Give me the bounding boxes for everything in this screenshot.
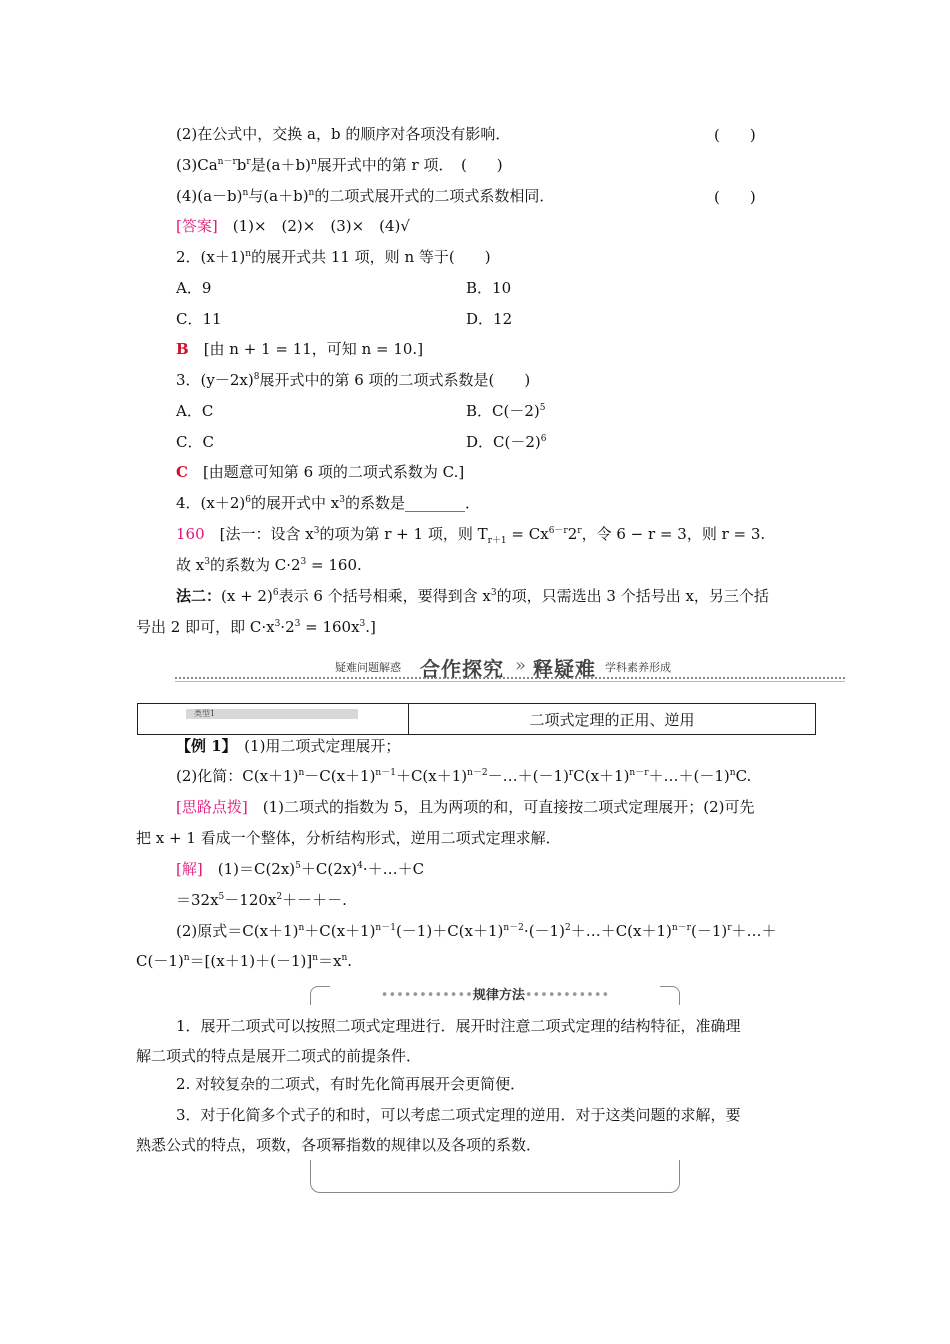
- type-tag-cell: [138, 704, 409, 734]
- problem-4-method-2-cont: 号出 2 即可，即 $C\cdot x^3\cdot 2^3 = 160x^3$.]: [136, 618, 376, 636]
- problem-2-option-c: C．11: [176, 310, 222, 328]
- type-title: 二项式定理的正用、逆用: [529, 711, 695, 729]
- banner-right-text: 学科素养形成: [605, 661, 671, 674]
- question-2: (2)在公式中，交换 a，b 的顺序对各项没有影响．: [176, 125, 511, 143]
- problem-2-options-ab: A．9: [176, 279, 212, 297]
- rule-1-line-1: 1．展开二项式可以按照二项式定理进行．展开时注意二项式定理的结构特征，准确理: [176, 1017, 741, 1035]
- problem-4-stem: 4．$(x+2)^6$的展开式中 $x^3$的系数是________．: [176, 494, 480, 512]
- problem-4-method-1: 160 [法一：设含 $x^3$的项为第 r + 1 项，则 $T_{r+1} = Cx^{6-r}2^r$，令 6 − r = 3，则 r = 3.: [176, 525, 766, 546]
- solution-label: [解]: [176, 860, 203, 878]
- rule-3-line-1: 3．对于化简多个式子的和时，可以考虑二项式定理的逆用．对于这类问题的求解，要: [176, 1106, 741, 1124]
- problem-3-option-b: B．$C(-2)^5$: [466, 402, 546, 420]
- hint-line-1: [思路点拨] (1)二项式的指数为 5，且为两项的和，可直接按二项式定理展开；(2)可先: [176, 798, 755, 816]
- problem-3-option-a: A．C: [176, 402, 214, 420]
- problem-4-method-1-result: 故 $x^3$的系数为 $C\cdot 2^3 = 160$.: [176, 556, 362, 574]
- problem-3-option-c: C．C: [176, 433, 214, 451]
- solution-line-1: [解] $(1)=C(2x)^5+C(2x)^4\cdot+\dots+C$: [176, 860, 425, 878]
- answer-label: [答案]: [176, 217, 218, 235]
- rule-3-line-2: 熟悉公式的特点，项数，各项幂指数的规律以及各项的系数．: [136, 1136, 542, 1154]
- answer-paren-2: ( ): [714, 126, 756, 144]
- solution-line-2: $=32x^5-120x^2+-+-$.: [176, 891, 347, 909]
- problem-3-option-d: D．$C(-2)^6$: [466, 433, 547, 451]
- answer-paren-4: ( ): [714, 188, 756, 206]
- example-1-line-2: (2)化简：$C(x+1)^n-C(x+1)^{n-1}+C(x+1)^{n-2}-\dots+(-1)^rC(x+1)^{n-r}+\dots+(-1)^nC$.: [176, 767, 752, 785]
- hint-line-2: 把 x + 1 看成一个整体，分析结构形式，逆用二项式定理求解．: [136, 829, 561, 847]
- rule-box-bottom-border: [310, 1160, 680, 1193]
- rule-2: 2. 对较复杂的二项式，有时先化简再展开会更简便．: [176, 1075, 526, 1093]
- banner-title-1: 合作探究: [420, 657, 504, 681]
- solution-line-3: (2)原式$=C(x+1)^n+C(x+1)^{n-1}(-1)+C(x+1)^{n-2}\cdot(-1)^2+\dots+C(x+1)^{n-r}(-1)^r+\dots+$: [176, 922, 777, 940]
- banner-separator-icon: »: [515, 655, 527, 676]
- problem-3-solution: C [由题意可知第 6 项的二项式系数为 C.]: [176, 463, 465, 481]
- solution-line-4: $C(-1)^n=[(x+1)+(-1)]^n=x^n$.: [136, 952, 353, 970]
- rule-box-title: ••••••••••••规律方法•••••••••••: [330, 984, 660, 1003]
- question-3: $(3)Ca^{n-r}b^r$是$(a+b)^n$展开式中的第 r 项． ( ): [176, 156, 503, 174]
- problem-3-stem: 3．$(y-2x)^8$展开式中的第 6 项的二项式系数是( ): [176, 371, 531, 389]
- example-1-line-1: 【例 1】 (1)用二项式定理展开；: [176, 737, 401, 755]
- hint-label: [思路点拨]: [176, 798, 248, 816]
- banner-title-2: 释疑难: [533, 657, 596, 681]
- answer-line: [答案] (1)× (2)× (3)× (4)√: [176, 217, 410, 235]
- banner-left-text: 疑难问题解惑: [335, 661, 401, 674]
- problem-2-solution: B [由 n + 1 = 11，可知 n = 10.]: [176, 340, 424, 358]
- problem-4-method-2: 法二：$(x + 2)^6$表示 6 个括号相乘，要得到含 $x^3$的项，只需选出 3 个括号出 x，另三个括: [176, 587, 769, 605]
- banner-rule: [175, 677, 845, 679]
- type-header-table: [137, 703, 816, 735]
- banner-rule-2: [175, 681, 845, 682]
- rule-1-line-2: 解二项式的特点是展开二项式的前提条件．: [136, 1047, 422, 1065]
- problem-2-stem: 2．$(x+1)^n$的展开式共 11 项，则 n 等于( ): [176, 248, 491, 266]
- section-banner: [175, 655, 845, 685]
- problem-2-option-d: D．12: [466, 310, 513, 328]
- problem-2-option-b: B．10: [466, 279, 512, 297]
- question-4: $(4)(a-b)^n$与$(a+b)^n$的二项式展开式的二项式系数相同．: [176, 187, 555, 205]
- type-tag: 类型1: [186, 709, 358, 719]
